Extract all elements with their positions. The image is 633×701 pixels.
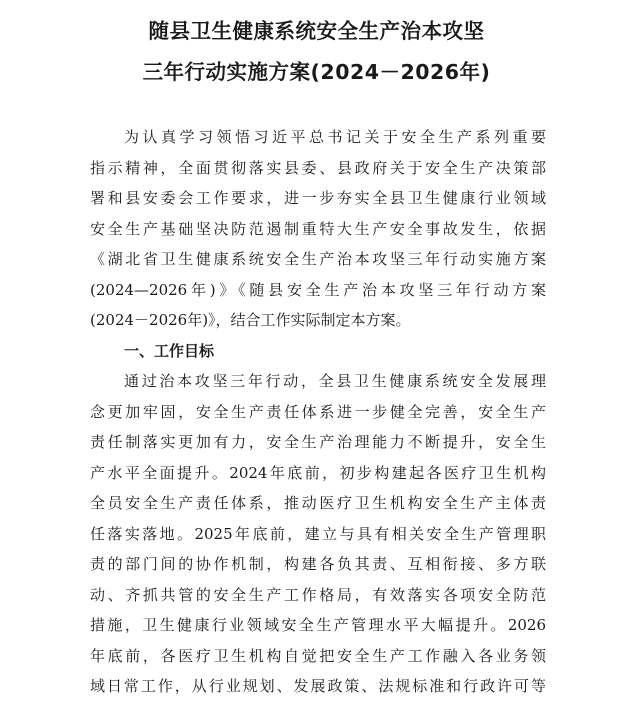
section-line: 产水平全面提升。2024年底前，初步构建起各医疗卫生机构 [90, 464, 546, 482]
intro-line: 安全生产基础坚决防范遏制重特大生产安全事故发生，依据 [90, 220, 546, 238]
intro-line: (2024—2026年)》《随县安全生产治本攻坚三年行动方案 [90, 281, 546, 299]
section-line: 域日常工作，从行业规划、发展政策、法规标准和行政许可等 [90, 677, 546, 695]
section-heading: 一、工作目标 [124, 342, 215, 360]
intro-line: 指示精神，全面贯彻落实县委、县政府关于安全生产决策部 [90, 159, 546, 177]
section-line: 年底前，各医疗卫生机构自觉把安全生产工作融入各业务领 [90, 647, 546, 665]
intro-line: (2024－2026年)》，结合工作实际制定本方案。 [90, 311, 411, 329]
document-title-line-2: 三年行动实施方案(2024－2026年) [142, 60, 491, 84]
intro-line: 《湖北省卫生健康系统安全生产治本攻坚三年行动实施方案 [90, 250, 546, 268]
section-line: 念更加牢固，安全生产责任体系进一步健全完善，安全生产 [90, 403, 546, 421]
section-line: 全员安全生产责任体系，推动医疗卫生机构安全生产主体责 [90, 494, 546, 512]
section-line: 动、齐抓共管的安全生产工作格局，有效落实各项安全防范 [90, 586, 546, 604]
section-line: 措施，卫生健康行业领域安全生产管理水平大幅提升。2026 [90, 616, 546, 634]
section-line: 通过治本攻坚三年行动，全县卫生健康系统安全发展理 [124, 372, 546, 390]
intro-line: 署和县安委会工作要求，进一步夯实全县卫生健康行业领域 [90, 189, 546, 207]
document-title-line-1: 随县卫生健康系统安全生产治本攻坚 [148, 19, 485, 43]
intro-line: 为认真学习领悟习近平总书记关于安全生产系列重要 [124, 128, 546, 146]
section-line: 责任制落实更加有力，安全生产治理能力不断提升，安全生 [90, 433, 546, 451]
section-line: 任落实落地。2025年底前，建立与具有相关安全生产管理职 [90, 525, 546, 543]
section-line: 责的部门间的协作机制，构建各负其责、互相衔接、多方联 [90, 555, 546, 573]
